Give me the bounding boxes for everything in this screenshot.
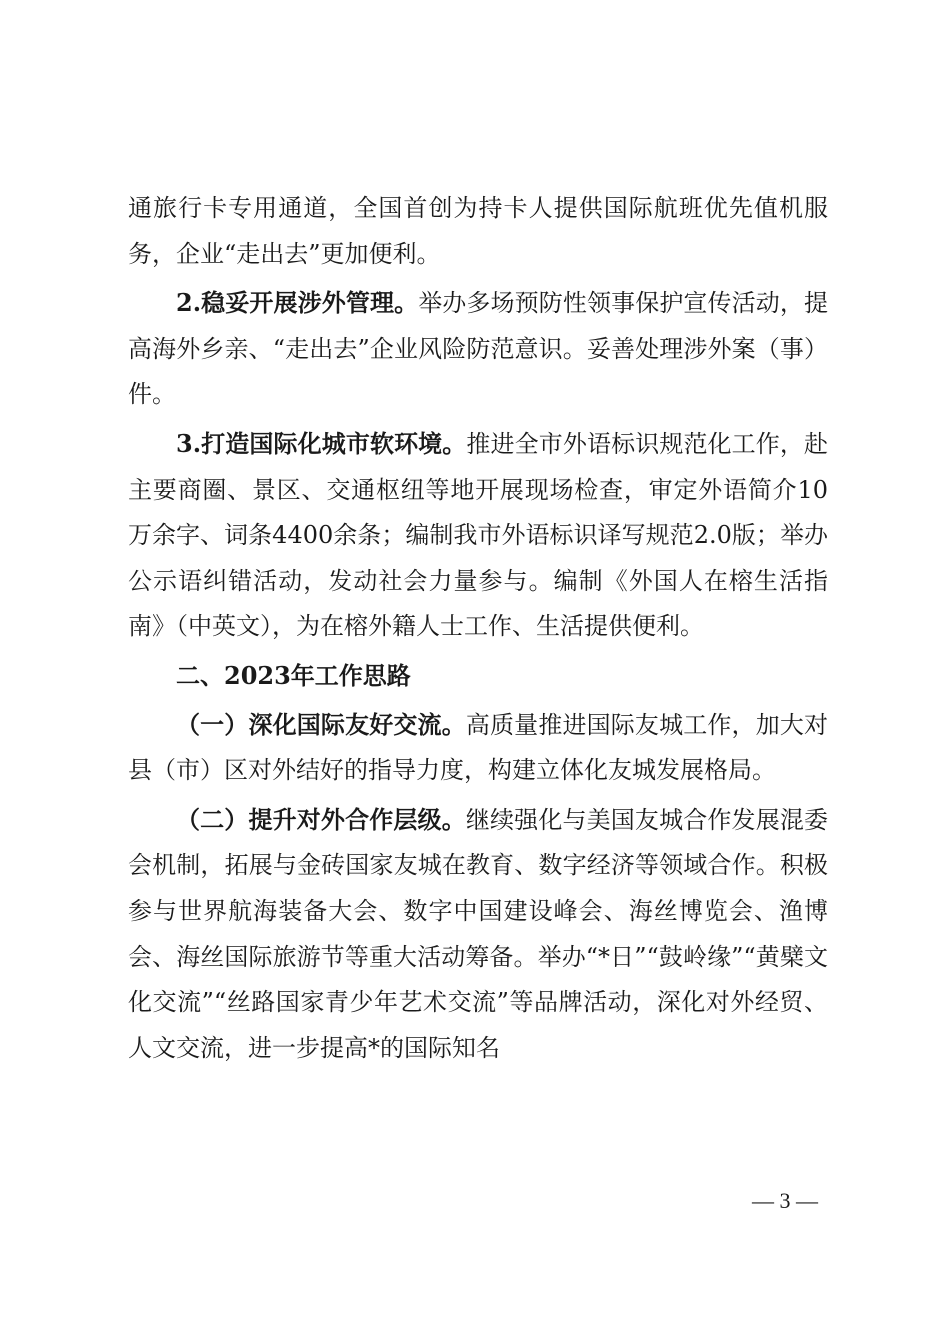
paragraph-heading: 2.稳妥开展涉外管理。 [176, 288, 419, 318]
page-number: — 3 — [752, 1188, 818, 1213]
section-heading: 二、2023年工作思路 [176, 660, 411, 690]
paragraph-international-city-environment [128, 421, 828, 650]
paragraph-friendly-exchange [128, 702, 828, 794]
paragraph-heading: 3.打造国际化城市软环境。 [176, 428, 467, 458]
paragraph-foreign-affairs-management [128, 280, 828, 418]
paragraph-text: 继续强化与美国友城合作发展混委会机制，拓展与金砖国家友城在教育、数字经济等领域合作。积极参与世界航海装备大会、数字中国建设峰会、海丝博览会、渔博会、海丝国际旅游节等重大活动筹备。举办“*日”“鼓岭缘”“黄檗文化交流”“丝路国家青少年艺术交流”等品牌活动，深化对外经贸、人文交流，进一步提高*的国际知名 [128, 805, 829, 1062]
paragraph-heading: （二）提升对外合作层级。 [176, 804, 466, 834]
paragraph-text: 通旅行卡专用通道，全国首创为持卡人提供国际航班优先值机服务，企业“走出去”更加便利。 [128, 194, 828, 268]
paragraph-cooperation-level [128, 797, 828, 1072]
paragraph-heading: （一）深化国际友好交流。 [176, 709, 466, 739]
document-body [128, 186, 828, 1071]
paragraph-text: 高质量推进国际友城工作，加大对县（市）区对外结好的指导力度，构建立体化友城发展格局。 [128, 710, 829, 785]
paragraph-text: 推进全市外语标识规范化工作，赴主要商圈、景区、交通枢纽等地开展现场检查，审定外语简介10万余字、词条4400余条；编制我市外语标识译写规范2.0版；举办公示语纠错活动，发动社会力量参与。编制《外国人在榕生活指南》（中英文），为在榕外籍人士工作、生活提供便利。 [128, 429, 829, 641]
paragraph-continuation [128, 186, 828, 277]
paragraph-text: 举办多场预防性领事保护宣传活动，提高海外乡亲、“走出去”企业风险防范意识。妥善处理涉外案（事）件。 [128, 289, 828, 409]
